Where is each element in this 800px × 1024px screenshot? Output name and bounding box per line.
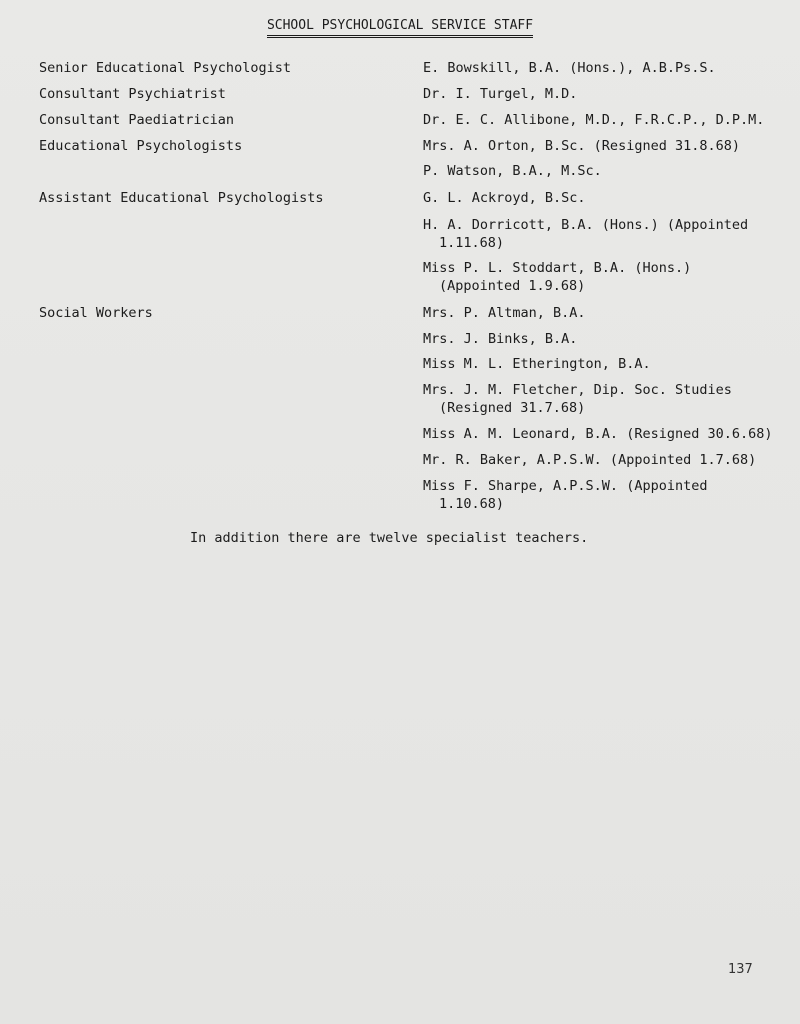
staff-name-line: Miss F. Sharpe, A.P.S.W. (Appointed — [423, 478, 708, 494]
page-title — [0, 18, 800, 38]
staff-name: E. Bowskill, B.A. (Hons.), A.B.Ps.S. — [423, 60, 716, 76]
staff-name-line: 1.11.68) — [439, 235, 505, 251]
staff-name: Mrs. A. Orton, B.Sc. (Resigned 31.8.68) — [423, 138, 740, 154]
staff-name-line: (Resigned 31.7.68) — [439, 400, 586, 416]
staff-role: Senior Educational Psychologist — [39, 60, 291, 76]
staff-name: Miss A. M. Leonard, B.A. (Resigned 30.6.68) — [423, 426, 773, 442]
staff-name — [423, 216, 798, 252]
staff-role: Consultant Paediatrician — [39, 112, 235, 128]
staff-name: Dr. E. C. Allibone, M.D., F.R.C.P., D.P.M. — [423, 112, 765, 128]
staff-name — [423, 381, 798, 417]
staff-name-line: 1.10.68) — [439, 496, 505, 512]
staff-name: Miss M. L. Etherington, B.A. — [423, 356, 651, 372]
staff-name-line: (Appointed 1.9.68) — [439, 278, 586, 294]
staff-role: Consultant Psychiatrist — [39, 86, 226, 102]
staff-name-line: Mrs. J. M. Fletcher, Dip. Soc. Studies — [423, 382, 732, 398]
staff-role: Social Workers — [39, 305, 153, 321]
staff-name: Mr. R. Baker, A.P.S.W. (Appointed 1.7.68) — [423, 452, 757, 468]
staff-name — [423, 259, 798, 295]
staff-name: G. L. Ackroyd, B.Sc. — [423, 190, 586, 206]
staff-name: Mrs. P. Altman, B.A. — [423, 305, 586, 321]
staff-role: Educational Psychologists — [39, 138, 243, 154]
staff-name-line: H. A. Dorricott, B.A. (Hons.) (Appointed — [423, 217, 749, 233]
staff-name: P. Watson, B.A., M.Sc. — [423, 163, 602, 179]
page-number: 137 — [728, 962, 753, 977]
staff-role: Assistant Educational Psychologists — [39, 190, 324, 206]
page-title-text: SCHOOL PSYCHOLOGICAL SERVICE STAFF — [267, 18, 533, 38]
closing-note: In addition there are twelve specialist teachers. — [190, 530, 589, 546]
staff-name-line: Miss P. L. Stoddart, B.A. (Hons.) — [423, 260, 692, 276]
staff-name: Dr. I. Turgel, M.D. — [423, 86, 578, 102]
staff-name — [423, 477, 798, 513]
staff-name: Mrs. J. Binks, B.A. — [423, 331, 578, 347]
